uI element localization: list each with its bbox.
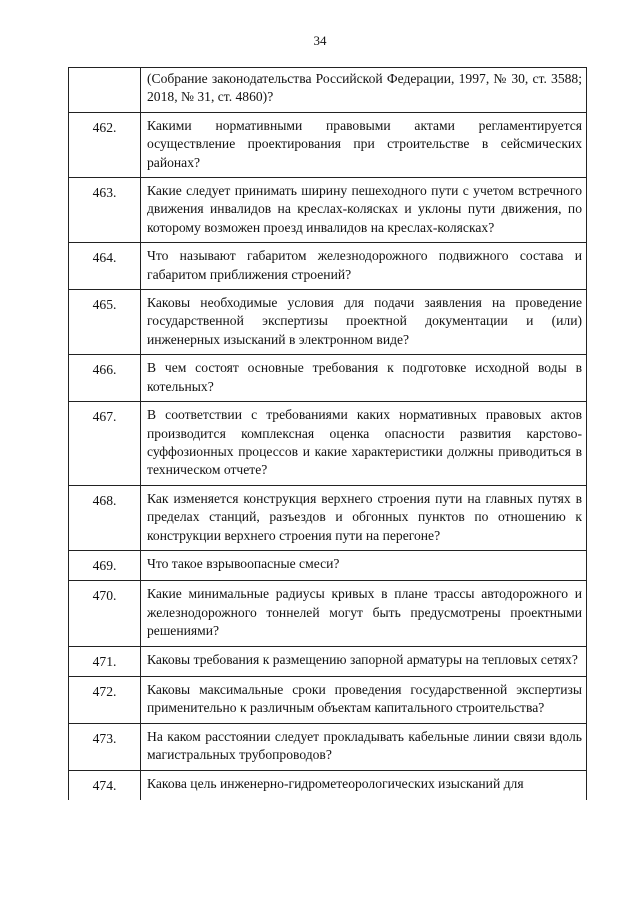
question-text: Что такое взрывоопасные смеси? [141, 550, 587, 580]
question-number: 468. [69, 485, 141, 550]
question-text: На каком расстоянии следует прокладывать кабельные линии связи вдоль магистральных трубопроводов? [141, 723, 587, 770]
question-text: Какими нормативными правовыми актами регламентируется осуществление проектирования при строительстве в сейсмических районах? [141, 112, 587, 177]
question-text: (Собрание законодательства Российской Федерации, 1997, № 30, ст. 3588; 2018, № 31, ст. 4860)? [141, 68, 587, 113]
question-text: Какие следует принимать ширину пешеходного пути с учетом встречного движения инвалидов на креслах-колясках и уклоны пути движения, по которому возможен проезд инвалидов на креслах-колясках? [141, 178, 587, 243]
question-number: 474. [69, 770, 141, 800]
question-number: 473. [69, 723, 141, 770]
table-row [69, 243, 587, 290]
question-number: 464. [69, 243, 141, 290]
table-row [69, 723, 587, 770]
table-row [69, 68, 587, 113]
table-row [69, 402, 587, 486]
question-text: Каковы требования к размещению запорной арматуры на тепловых сетях? [141, 646, 587, 676]
question-text: Что называют габаритом железнодорожного подвижного состава и габаритом приближения строений? [141, 243, 587, 290]
question-number: 463. [69, 178, 141, 243]
question-number: 472. [69, 676, 141, 723]
question-number: 467. [69, 402, 141, 486]
question-number [69, 68, 141, 113]
question-number: 466. [69, 355, 141, 402]
question-text: Какие минимальные радиусы кривых в плане трассы автодорожного и железнодорожного тоннелей могут быть предусмотрены проектными решениями? [141, 581, 587, 646]
table-row [69, 485, 587, 550]
question-number: 469. [69, 550, 141, 580]
table-row [69, 676, 587, 723]
question-text: Каковы необходимые условия для подачи заявления на проведение государственной экспертизы проектной документации и (или) инженерных изысканий в электронном виде? [141, 290, 587, 355]
table-row [69, 290, 587, 355]
question-number: 465. [69, 290, 141, 355]
page-number: 34 [313, 33, 327, 48]
question-number: 462. [69, 112, 141, 177]
table-row [69, 550, 587, 580]
question-text: Как изменяется конструкция верхнего строения пути на главных путях в пределах станций, разъездов и обгонных пунктов по отношению к конструкции верхнего строения пути на перегоне? [141, 485, 587, 550]
table-row [69, 581, 587, 646]
table-row [69, 178, 587, 243]
table-row [69, 355, 587, 402]
table-row [69, 646, 587, 676]
question-text: Какова цель инженерно-гидрометеорологических изысканий для [141, 770, 587, 800]
table-row [69, 770, 587, 800]
table-row [69, 112, 587, 177]
question-text: В соответствии с требованиями каких нормативных правовых актов производится комплексная оценка опасности развития карстово-суффозионных процессов и какие характеристики должны приводиться в техническом отчете? [141, 402, 587, 486]
question-number: 471. [69, 646, 141, 676]
questions-table [68, 67, 587, 800]
question-number: 470. [69, 581, 141, 646]
question-text: Каковы максимальные сроки проведения государственной экспертизы применительно к различным объектам капитального строительства? [141, 676, 587, 723]
question-text: В чем состоят основные требования к подготовке исходной воды в котельных? [141, 355, 587, 402]
